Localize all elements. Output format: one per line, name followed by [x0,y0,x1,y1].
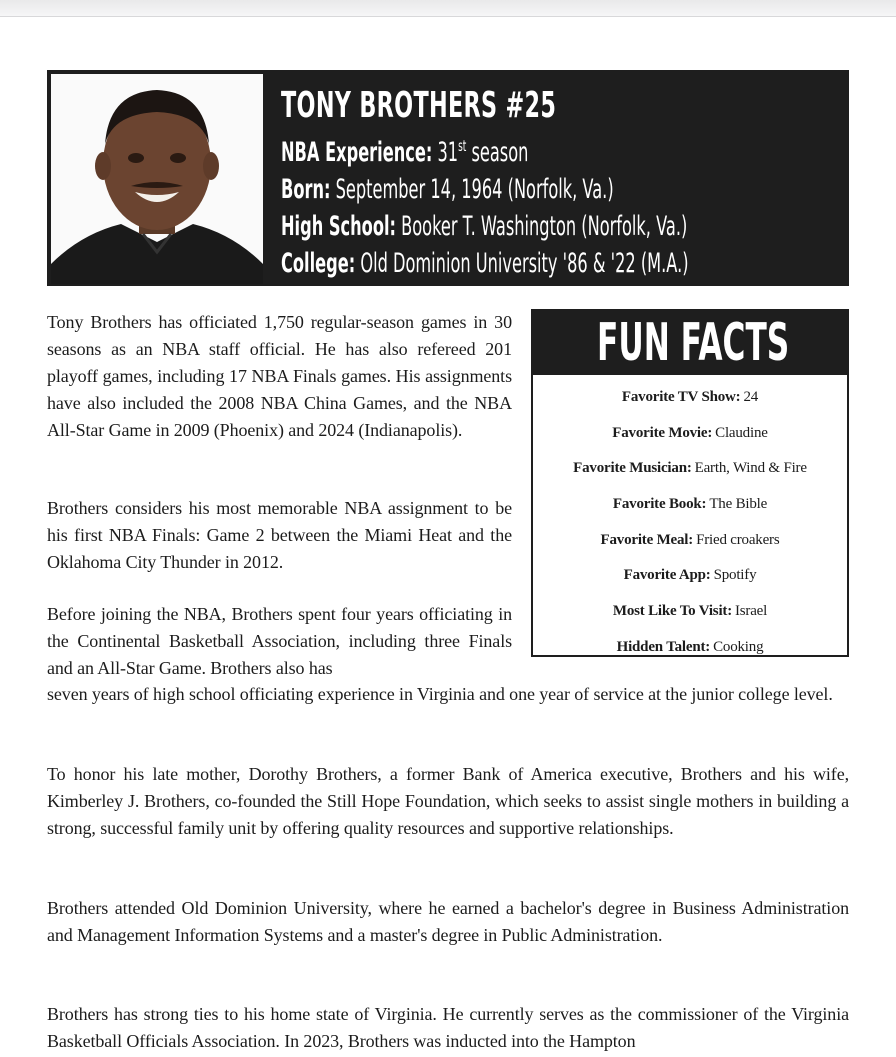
profile-header [47,70,849,286]
born-row: Born: September 14, 1964 (Norfolk, Va.) [281,174,614,205]
bio-paragraph-5: Brothers attended Old Dominion University, where he earned a bachelor's degree in Business Administration and Management Information Systems and a master's degree in Public Administration. [47,898,849,945]
bio-paragraph-3a: Before joining the NBA, Brothers spent four years officiating in the Continental Basketball Association, including three Finals and an All-Star Game. Brothers also has [47,604,512,678]
referee-photo [51,74,263,284]
top-bar [0,0,896,17]
bio-paragraph-1: Tony Brothers has officiated 1,750 regular-season games in 30 seasons as an NBA staff official. He has also refereed 201 playoff games, including 17 NBA Finals games. His assignments have also included the 2008 NBA China Games, and the NBA All-Star Game in 2009 (Phoenix) and 2024 (Indianapolis). [47,312,512,440]
fun-fact-item: Favorite Meal: Fried croakers [600,531,780,548]
fun-fact-item: Favorite Book: The Bible [612,495,768,512]
fun-facts-title: FUN FACTS [533,311,847,375]
fun-fact-item: Favorite Musician: Earth, Wind & Fire [573,460,807,477]
college-row: College: Old Dominion University '86 & '22 (M.A.) [281,248,689,279]
high-school-row: High School: Booker T. Washington (Norfolk, Va.) [281,211,688,242]
bio-paragraph-6: Brothers has strong ties to his home state of Virginia. He currently serves as the commissioner of the Virginia Basketball Officials Association. In 2023, Brothers was inducted into the Hampton [47,1004,849,1051]
fun-fact-item: Most Like To Visit: Israel [612,602,768,619]
bio-paragraph-2: Brothers considers his most memorable NBA assignment to be his first NBA Finals: Game 2 between the Miami Heat and the Oklahoma City Thunder in 2012. [47,498,512,572]
bio-paragraph-3b: seven years of high school officiating experience in Virginia and one year of service at the junior college level. [47,684,833,704]
referee-name: TONY BROTHERS #25 [281,85,557,126]
fun-facts-box [531,309,849,657]
fun-fact-item: Favorite TV Show: 24 [621,388,759,405]
profile-details [281,84,837,282]
fun-fact-item: Favorite Movie: Claudine [612,424,768,441]
bio-paragraph-4: To honor his late mother, Dorothy Brothers, a former Bank of America executive, Brothers and his wife, Kimberley J. Brothers, co-founded the Still Hope Foundation, which seeks to assist single mothers in building a strong, successful family unit by offering quality resources and supportive relationships. [47,764,849,838]
experience-row: NBA Experience: 31st season [281,137,529,168]
fun-fact-item: Favorite App: Spotify [623,567,757,584]
fun-fact-item: Hidden Talent: Cooking [616,638,764,655]
